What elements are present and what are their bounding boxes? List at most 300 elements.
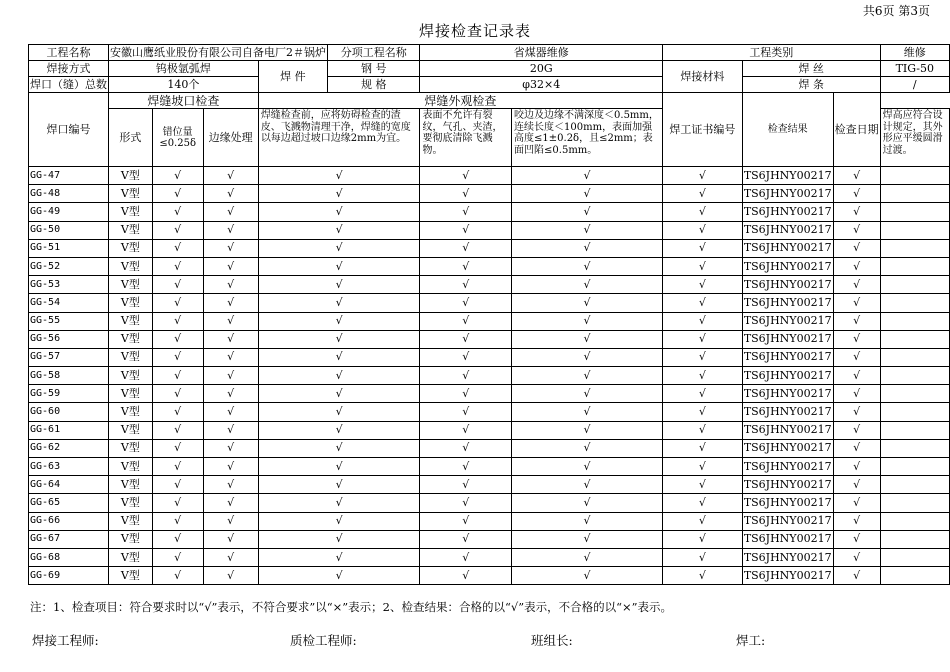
clean-check: √: [258, 476, 420, 494]
cert-no: TS6JHNY00217: [742, 239, 833, 257]
height-check: √: [663, 239, 743, 257]
joint-form: V型: [109, 421, 153, 439]
cert-no: TS6JHNY00217: [742, 476, 833, 494]
page-title: 焊接检查记录表: [418, 22, 531, 40]
inspect-date: [880, 221, 949, 239]
undercut-check: √: [512, 512, 663, 530]
joint-total-label: 焊口（缝）总数: [30, 77, 107, 91]
cert-no: TS6JHNY00217: [742, 330, 833, 348]
col-appearance-group: 焊缝外观检查: [258, 93, 662, 109]
clean-check: √: [258, 276, 420, 294]
sub-project-label: 分项工程名称: [328, 45, 420, 61]
joint-form: V型: [109, 385, 153, 403]
joint-no: GG-47: [29, 167, 109, 185]
inspect-date: [880, 458, 949, 476]
misalign-check: √: [152, 294, 203, 312]
col-date: 检查日期: [833, 93, 880, 167]
result-check: √: [833, 203, 880, 221]
cert-no: TS6JHNY00217: [742, 403, 833, 421]
undercut-check: √: [512, 294, 663, 312]
table-row: [29, 348, 950, 366]
cert-no: TS6JHNY00217: [742, 439, 833, 457]
table-row: [29, 312, 950, 330]
joint-form: V型: [109, 276, 153, 294]
table-body: [29, 167, 950, 585]
undercut-check: √: [512, 421, 663, 439]
surface-check: √: [420, 294, 512, 312]
undercut-check: √: [512, 476, 663, 494]
height-check: √: [663, 530, 743, 548]
joint-no: GG-69: [29, 567, 109, 585]
result-check: √: [833, 548, 880, 566]
height-check: √: [663, 403, 743, 421]
joint-form: V型: [109, 203, 153, 221]
joint-no: GG-48: [29, 185, 109, 203]
clean-check: √: [258, 185, 420, 203]
table-row: [29, 385, 950, 403]
height-check: √: [663, 385, 743, 403]
weld-method: 钨极氩弧焊: [109, 61, 259, 77]
footnote: 注：1、检查项目：符合要求时以“√”表示，不符合要求”以“×”表示；2、检查结果：合格的以“√”表示，不合格的以“×”表示。: [30, 600, 672, 614]
edge-check: √: [203, 312, 258, 330]
inspect-date: [880, 476, 949, 494]
misalign-check: √: [152, 439, 203, 457]
inspect-date: [880, 330, 949, 348]
joint-form: V型: [109, 167, 153, 185]
edge-check: √: [203, 403, 258, 421]
edge-check: √: [203, 458, 258, 476]
misalign-check: √: [152, 221, 203, 239]
steel-grade: 20G: [420, 61, 663, 77]
edge-check: √: [203, 330, 258, 348]
edge-check: √: [203, 567, 258, 585]
surface-check: √: [420, 330, 512, 348]
joint-form: V型: [109, 367, 153, 385]
height-check: √: [663, 312, 743, 330]
cert-no: TS6JHNY00217: [742, 167, 833, 185]
misalign-check: √: [152, 348, 203, 366]
undercut-check: √: [512, 185, 663, 203]
result-check: √: [833, 294, 880, 312]
edge-check: √: [203, 530, 258, 548]
table-row: [29, 403, 950, 421]
joint-no: GG-50: [29, 221, 109, 239]
col-misalign: 错位量≤0.25δ: [152, 109, 203, 167]
table-row: [29, 548, 950, 566]
surface-check: √: [420, 221, 512, 239]
joint-no: GG-68: [29, 548, 109, 566]
table-row: [29, 421, 950, 439]
edge-check: √: [203, 421, 258, 439]
undercut-check: √: [512, 548, 663, 566]
result-check: √: [833, 421, 880, 439]
clean-check: √: [258, 530, 420, 548]
misalign-check: √: [152, 476, 203, 494]
surface-check: √: [420, 403, 512, 421]
result-check: √: [833, 403, 880, 421]
cert-no: TS6JHNY00217: [742, 257, 833, 275]
rod-label: 焊 条: [742, 77, 880, 93]
cert-no: TS6JHNY00217: [742, 548, 833, 566]
edge-check: √: [203, 239, 258, 257]
table-row: [29, 530, 950, 548]
undercut-check: √: [512, 312, 663, 330]
misalign-check: √: [152, 512, 203, 530]
edge-check: √: [203, 185, 258, 203]
undercut-check: √: [512, 403, 663, 421]
col-surface: 表面不允许有裂纹，气孔、夹渣，要彻底清除飞溅物。: [420, 109, 512, 167]
undercut-check: √: [512, 239, 663, 257]
result-check: √: [833, 530, 880, 548]
height-check: √: [663, 476, 743, 494]
joint-no: GG-65: [29, 494, 109, 512]
surface-check: √: [420, 367, 512, 385]
edge-check: √: [203, 494, 258, 512]
table-row: [29, 494, 950, 512]
project-type-label: 工程类别: [663, 45, 881, 61]
result-check: √: [833, 330, 880, 348]
height-check: √: [663, 548, 743, 566]
edge-check: √: [203, 294, 258, 312]
inspect-date: [880, 512, 949, 530]
joint-no: GG-52: [29, 257, 109, 275]
table-row: [29, 257, 950, 275]
joint-form: V型: [109, 403, 153, 421]
joint-form: V型: [109, 512, 153, 530]
edge-check: √: [203, 476, 258, 494]
undercut-check: √: [512, 439, 663, 457]
col-undercut: 咬边及边缘不满深度＜0.5mm，连续长度＜100mm，表面加强高度≤1±0.2δ，且≤2mm；表面凹陷≤0.5mm。: [512, 109, 663, 167]
surface-check: √: [420, 476, 512, 494]
misalign-check: √: [152, 239, 203, 257]
surface-check: √: [420, 257, 512, 275]
inspect-date: [880, 494, 949, 512]
surface-check: √: [420, 276, 512, 294]
cert-no: TS6JHNY00217: [742, 203, 833, 221]
height-check: √: [663, 330, 743, 348]
joint-no: GG-49: [29, 203, 109, 221]
table-row: [29, 567, 950, 585]
result-check: √: [833, 567, 880, 585]
undercut-check: √: [512, 385, 663, 403]
clean-check: √: [258, 439, 420, 457]
height-check: √: [663, 348, 743, 366]
edge-check: √: [203, 167, 258, 185]
edge-check: √: [203, 276, 258, 294]
surface-check: √: [420, 530, 512, 548]
joint-form: V型: [109, 312, 153, 330]
result-check: √: [833, 221, 880, 239]
joint-form: V型: [109, 239, 153, 257]
edge-check: √: [203, 221, 258, 239]
clean-check: √: [258, 548, 420, 566]
result-check: √: [833, 367, 880, 385]
undercut-check: √: [512, 221, 663, 239]
edge-check: √: [203, 367, 258, 385]
joint-no: GG-63: [29, 458, 109, 476]
misalign-check: √: [152, 548, 203, 566]
col-cert: 焊工证书编号: [663, 93, 743, 167]
joint-form: V型: [109, 567, 153, 585]
inspect-date: [880, 276, 949, 294]
height-check: √: [663, 257, 743, 275]
surface-check: √: [420, 567, 512, 585]
table-row: [29, 330, 950, 348]
clean-check: √: [258, 203, 420, 221]
clean-check: √: [258, 239, 420, 257]
cert-no: TS6JHNY00217: [742, 567, 833, 585]
edge-check: √: [203, 512, 258, 530]
table-row: [29, 439, 950, 457]
table-row: [29, 458, 950, 476]
result-check: √: [833, 312, 880, 330]
joint-form: V型: [109, 257, 153, 275]
joint-form: V型: [109, 494, 153, 512]
joint-no: GG-51: [29, 239, 109, 257]
clean-check: √: [258, 403, 420, 421]
edge-check: √: [203, 348, 258, 366]
joint-no: GG-55: [29, 312, 109, 330]
undercut-check: √: [512, 203, 663, 221]
result-check: √: [833, 476, 880, 494]
cert-no: TS6JHNY00217: [742, 312, 833, 330]
height-check: √: [663, 367, 743, 385]
weld-inspection-table: [28, 44, 950, 585]
joint-form: V型: [109, 330, 153, 348]
joint-no: GG-66: [29, 512, 109, 530]
undercut-check: √: [512, 567, 663, 585]
inspect-date: [880, 367, 949, 385]
col-result: 检查结果: [742, 93, 833, 167]
cert-no: TS6JHNY00217: [742, 294, 833, 312]
weldment-label: 焊 件: [258, 61, 327, 93]
joint-no: GG-57: [29, 348, 109, 366]
joint-no: GG-54: [29, 294, 109, 312]
col-edge: 边缘处理: [203, 109, 258, 167]
col-clean: 焊缝检查前，应将妨碍检查的渣皮、飞溅物清理干净，焊缝的宽度以每边超过坡口边缘2mm为宜。: [258, 109, 420, 167]
misalign-check: √: [152, 367, 203, 385]
project-name-label: 工程名称: [29, 45, 109, 61]
undercut-check: √: [512, 330, 663, 348]
joint-form: V型: [109, 221, 153, 239]
inspect-date: [880, 439, 949, 457]
project-name: 安徽山鹰纸业股份有限公司自备电厂2＃锅炉: [110, 45, 326, 59]
undercut-check: √: [512, 367, 663, 385]
misalign-check: √: [152, 167, 203, 185]
weld-material-label: 焊接材料: [663, 61, 743, 93]
table-row: [29, 276, 950, 294]
table-row: [29, 203, 950, 221]
clean-check: √: [258, 312, 420, 330]
result-check: √: [833, 458, 880, 476]
cert-no: TS6JHNY00217: [742, 367, 833, 385]
undercut-check: √: [512, 530, 663, 548]
inspect-date: [880, 294, 949, 312]
surface-check: √: [420, 458, 512, 476]
inspect-date: [880, 403, 949, 421]
joint-form: V型: [109, 458, 153, 476]
cert-no: TS6JHNY00217: [742, 512, 833, 530]
cert-no: TS6JHNY00217: [742, 221, 833, 239]
height-check: √: [663, 439, 743, 457]
undercut-check: √: [512, 167, 663, 185]
surface-check: √: [420, 512, 512, 530]
edge-check: √: [203, 548, 258, 566]
result-check: √: [833, 385, 880, 403]
height-check: √: [663, 421, 743, 439]
surface-check: √: [420, 348, 512, 366]
table-row: [29, 167, 950, 185]
inspect-date: [880, 567, 949, 585]
joint-no: GG-60: [29, 403, 109, 421]
misalign-check: √: [152, 458, 203, 476]
surface-check: √: [420, 439, 512, 457]
joint-no: GG-61: [29, 421, 109, 439]
undercut-check: √: [512, 257, 663, 275]
misalign-check: √: [152, 330, 203, 348]
joint-total: 140个: [109, 77, 259, 93]
table-row: [29, 512, 950, 530]
clean-check: √: [258, 567, 420, 585]
wire-value: TIG-50: [880, 61, 949, 77]
cert-no: TS6JHNY00217: [742, 530, 833, 548]
spec-value: φ32×4: [420, 77, 663, 93]
result-check: √: [833, 439, 880, 457]
surface-check: √: [420, 312, 512, 330]
cert-no: TS6JHNY00217: [742, 276, 833, 294]
table-row: [29, 294, 950, 312]
result-check: √: [833, 185, 880, 203]
inspect-date: [880, 385, 949, 403]
clean-check: √: [258, 494, 420, 512]
height-check: √: [663, 294, 743, 312]
clean-check: √: [258, 385, 420, 403]
height-check: √: [663, 494, 743, 512]
misalign-check: √: [152, 312, 203, 330]
joint-no: GG-62: [29, 439, 109, 457]
col-joint-no: 焊口编号: [29, 93, 109, 167]
clean-check: √: [258, 367, 420, 385]
edge-check: √: [203, 385, 258, 403]
inspect-date: [880, 257, 949, 275]
misalign-check: √: [152, 257, 203, 275]
height-check: √: [663, 276, 743, 294]
weld-method-label: 焊接方式: [29, 61, 109, 77]
result-check: √: [833, 348, 880, 366]
joint-form: V型: [109, 439, 153, 457]
sub-project: 省煤器维修: [420, 45, 663, 61]
table-row: [29, 221, 950, 239]
joint-form: V型: [109, 476, 153, 494]
col-form: 形式: [109, 109, 153, 167]
result-check: √: [833, 276, 880, 294]
undercut-check: √: [512, 348, 663, 366]
col-groove-group: 焊缝坡口检查: [109, 93, 259, 109]
edge-check: √: [203, 203, 258, 221]
misalign-check: √: [152, 276, 203, 294]
clean-check: √: [258, 458, 420, 476]
inspect-date: [880, 203, 949, 221]
joint-no: GG-64: [29, 476, 109, 494]
joint-no: GG-59: [29, 385, 109, 403]
clean-check: √: [258, 348, 420, 366]
joint-no: GG-53: [29, 276, 109, 294]
page-info: 共6页 第3页: [862, 4, 930, 18]
steel-label: 钢 号: [328, 61, 420, 77]
joint-no: GG-67: [29, 530, 109, 548]
clean-check: √: [258, 221, 420, 239]
height-check: √: [663, 567, 743, 585]
spec-label: 规 格: [328, 77, 420, 93]
misalign-check: √: [152, 185, 203, 203]
inspect-date: [880, 530, 949, 548]
table-row: [29, 185, 950, 203]
result-check: √: [833, 167, 880, 185]
height-check: √: [663, 512, 743, 530]
clean-check: √: [258, 330, 420, 348]
result-check: √: [833, 257, 880, 275]
joint-form: V型: [109, 530, 153, 548]
height-check: √: [663, 185, 743, 203]
surface-check: √: [420, 385, 512, 403]
surface-check: √: [420, 185, 512, 203]
inspect-date: [880, 348, 949, 366]
cert-no: TS6JHNY00217: [742, 494, 833, 512]
signature-qc: 质检工程师:: [290, 633, 357, 648]
surface-check: √: [420, 167, 512, 185]
surface-check: √: [420, 548, 512, 566]
rod-value: /: [880, 77, 949, 93]
height-check: √: [663, 167, 743, 185]
table-row: [29, 476, 950, 494]
undercut-check: √: [512, 458, 663, 476]
misalign-check: √: [152, 494, 203, 512]
edge-check: √: [203, 439, 258, 457]
misalign-check: √: [152, 530, 203, 548]
inspect-date: [880, 312, 949, 330]
joint-form: V型: [109, 548, 153, 566]
height-check: √: [663, 458, 743, 476]
misalign-check: √: [152, 203, 203, 221]
edge-check: √: [203, 257, 258, 275]
cert-no: TS6JHNY00217: [742, 385, 833, 403]
height-check: √: [663, 221, 743, 239]
cert-no: TS6JHNY00217: [742, 348, 833, 366]
clean-check: √: [258, 294, 420, 312]
clean-check: √: [258, 512, 420, 530]
misalign-check: √: [152, 403, 203, 421]
clean-check: √: [258, 257, 420, 275]
undercut-check: √: [512, 494, 663, 512]
signature-leader: 班组长:: [531, 633, 573, 648]
result-check: √: [833, 512, 880, 530]
surface-check: √: [420, 239, 512, 257]
surface-check: √: [420, 494, 512, 512]
joint-form: V型: [109, 185, 153, 203]
wire-label: 焊 丝: [742, 61, 880, 77]
cert-no: TS6JHNY00217: [742, 185, 833, 203]
project-type: 维修: [880, 45, 949, 61]
joint-no: GG-58: [29, 367, 109, 385]
cert-no: TS6JHNY00217: [742, 421, 833, 439]
cert-no: TS6JHNY00217: [742, 458, 833, 476]
undercut-check: √: [512, 276, 663, 294]
misalign-check: √: [152, 421, 203, 439]
clean-check: √: [258, 421, 420, 439]
inspect-date: [880, 421, 949, 439]
surface-check: √: [420, 203, 512, 221]
joint-form: V型: [109, 348, 153, 366]
